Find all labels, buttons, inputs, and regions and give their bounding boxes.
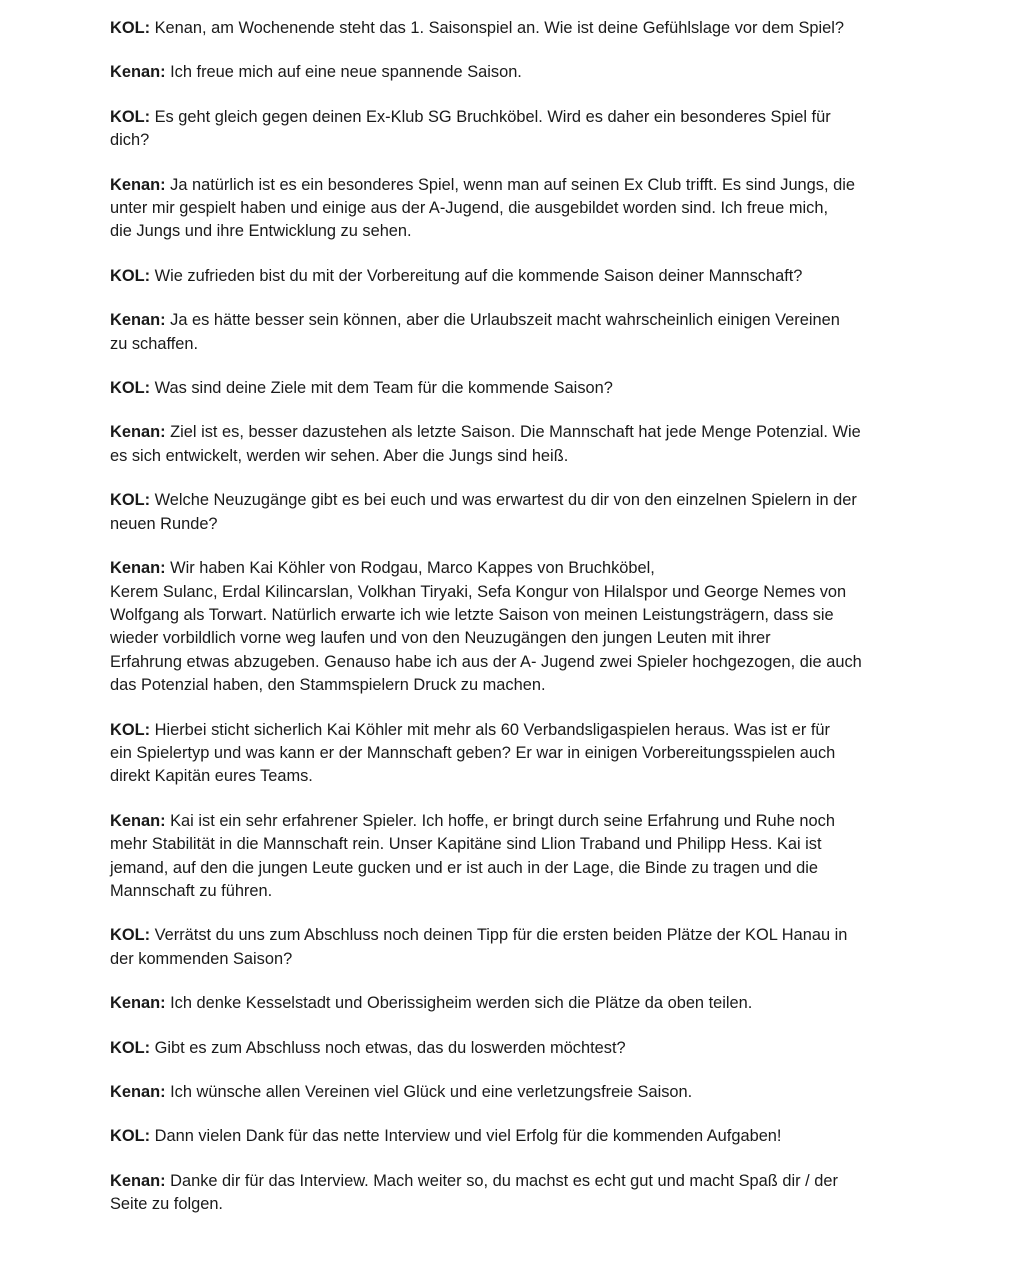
interview-paragraph-9 xyxy=(110,489,910,536)
speaker-label: KOL: xyxy=(110,491,151,510)
text-line xyxy=(110,1125,910,1148)
line-text: Kai ist ein sehr erfahrener Spieler. Ich hoffe, er bringt durch seine Erfahrung und Ruhe noch xyxy=(170,811,835,830)
line-text: Ja natürlich ist es ein besonderes Spiel, wenn man auf seinen Ex Club trifft. Es sind Jungs, die xyxy=(170,175,855,194)
interview-paragraph-5 xyxy=(110,265,910,288)
speaker-label: KOL: xyxy=(110,720,151,739)
text-line xyxy=(110,810,910,833)
line-text: Was sind deine Ziele mit dem Team für die kommende Saison? xyxy=(154,379,613,398)
interview-paragraph-4 xyxy=(110,174,910,244)
speaker-label: Kenan: xyxy=(110,63,166,82)
text-line: Erfahrung etwas abzugeben. Genauso habe ich aus der A- Jugend zwei Spieler hochgezogen, die auch xyxy=(110,652,862,671)
text-line: neuen Runde? xyxy=(110,514,218,533)
text-line xyxy=(110,1170,910,1193)
text-line xyxy=(110,377,910,400)
line-text: Welche Neuzugänge gibt es bei euch und was erwartest du dir von den einzelnen Spielern in der xyxy=(154,491,857,510)
line-text: Hierbei sticht sicherlich Kai Köhler mit mehr als 60 Verbandsligaspielen heraus. Was ist er für xyxy=(154,720,830,739)
text-line: ein Spielertyp und was kann er der Mannschaft geben? Er war in einigen Vorbereitungsspielen auch xyxy=(110,743,836,762)
text-line xyxy=(110,557,910,580)
line-text: Wie zufrieden bist du mit der Vorbereitung auf die kommende Saison deiner Mannschaft? xyxy=(154,266,803,285)
text-line: es sich entwickelt, werden wir sehen. Aber die Jungs sind heiß. xyxy=(110,446,569,465)
interview-paragraph-12 xyxy=(110,810,910,904)
text-line xyxy=(110,309,910,332)
line-text: Kenan, am Wochenende steht das 1. Saisonspiel an. Wie ist deine Gefühlslage vor dem Spiel? xyxy=(154,19,845,37)
line-text: Verrätst du uns zum Abschluss noch deinen Tipp für die ersten beiden Plätze der KOL Hanau in xyxy=(154,926,848,945)
text-line: wieder vorbildlich vorne weg laufen und von den Neuzugängen den jungen Leuten mit ihrer xyxy=(110,629,771,648)
interview-paragraph-11 xyxy=(110,719,910,789)
speaker-label: Kenan: xyxy=(110,175,166,194)
text-line: Mannschaft zu führen. xyxy=(110,881,273,900)
line-text: Es geht gleich gegen deinen Ex-Klub SG Bruchköbel. Wird es daher ein besonderes Spiel für xyxy=(154,107,831,126)
text-line: mehr Stabilität in die Mannschaft rein. Unser Kapitäne sind Llion Traband und Philipp Hess. Kai ist xyxy=(110,835,822,854)
text-line xyxy=(110,489,910,512)
text-line: Wolfgang als Torwart. Natürlich erwarte ich wie letzte Saison von meinen Leistungsträgern, dass sie xyxy=(110,605,834,624)
interview-paragraph-15 xyxy=(110,1037,910,1060)
interview-paragraph-13 xyxy=(110,924,910,971)
line-text: Gibt es zum Abschluss noch etwas, das du loswerden möchtest? xyxy=(154,1038,626,1057)
speaker-label: Kenan: xyxy=(110,311,166,330)
interview-paragraph-3 xyxy=(110,106,910,153)
interview-paragraph-16 xyxy=(110,1081,910,1104)
line-text: Dann vielen Dank für das nette Interview und viel Erfolg für die kommenden Aufgaben! xyxy=(154,1127,782,1146)
text-line xyxy=(110,924,910,947)
text-line: unter mir gespielt haben und einige aus der A-Jugend, die ausgebildet worden sind. Ich freue mich, xyxy=(110,199,828,218)
speaker-label: KOL: xyxy=(110,19,151,37)
text-line: Kerem Sulanc, Erdal Kilincarslan, Volkhan Tiryaki, Sefa Kongur von Hilalspor und George Nemes von xyxy=(110,582,847,601)
text-line xyxy=(110,421,910,444)
text-line: dich? xyxy=(110,131,150,150)
line-text: Wir haben Kai Köhler von Rodgau, Marco Kappes von Bruchköbel, xyxy=(170,559,655,578)
speaker-label: Kenan: xyxy=(110,559,166,578)
document-page xyxy=(110,17,910,1238)
text-line: der kommenden Saison? xyxy=(110,949,293,968)
speaker-label: KOL: xyxy=(110,379,151,398)
speaker-label: Kenan: xyxy=(110,811,166,830)
text-line: das Potenzial haben, den Stammspielern Druck zu machen. xyxy=(110,676,546,695)
line-text: Ziel ist es, besser dazustehen als letzte Saison. Die Mannschaft hat jede Menge Potenzial. Wie xyxy=(170,423,861,442)
interview-paragraph-6 xyxy=(110,309,910,356)
text-line xyxy=(110,992,910,1015)
text-line xyxy=(110,106,910,129)
text-line: direkt Kapitän eures Teams. xyxy=(110,767,313,786)
line-text: Ich denke Kesselstadt und Oberissigheim werden sich die Plätze da oben teilen. xyxy=(170,994,753,1013)
interview-paragraph-1 xyxy=(110,17,910,40)
speaker-label: Kenan: xyxy=(110,423,166,442)
line-text: Danke dir für das Interview. Mach weiter so, du machst es echt gut und macht Spaß dir / der xyxy=(170,1171,838,1190)
text-line xyxy=(110,1037,910,1060)
interview-paragraph-18 xyxy=(110,1170,910,1217)
speaker-label: KOL: xyxy=(110,926,151,945)
text-line xyxy=(110,61,910,84)
speaker-label: KOL: xyxy=(110,107,151,126)
speaker-label: Kenan: xyxy=(110,1171,166,1190)
interview-paragraph-17 xyxy=(110,1125,910,1148)
text-line xyxy=(110,1081,910,1104)
text-line xyxy=(110,17,910,40)
text-line xyxy=(110,174,910,197)
interview-paragraph-14 xyxy=(110,992,910,1015)
interview-paragraph-8 xyxy=(110,421,910,468)
text-line: die Jungs und ihre Entwicklung zu sehen. xyxy=(110,222,412,241)
line-text: Ich wünsche allen Vereinen viel Glück und eine verletzungsfreie Saison. xyxy=(170,1083,693,1101)
text-line: jemand, auf den die jungen Leute gucken und er ist auch in der Lage, die Binde zu tragen und die xyxy=(110,858,819,877)
interview-paragraph-2 xyxy=(110,61,910,84)
speaker-label: Kenan: xyxy=(110,1083,166,1101)
speaker-label: KOL: xyxy=(110,1038,151,1057)
line-text: Ich freue mich auf eine neue spannende Saison. xyxy=(170,63,522,82)
speaker-label: Kenan: xyxy=(110,994,166,1013)
interview-paragraph-7 xyxy=(110,377,910,400)
line-text: Ja es hätte besser sein können, aber die Urlaubszeit macht wahrscheinlich einigen Vereinen xyxy=(170,311,840,330)
speaker-label: KOL: xyxy=(110,266,151,285)
text-line xyxy=(110,265,910,288)
speaker-label: KOL: xyxy=(110,1127,151,1146)
text-line xyxy=(110,719,910,742)
text-line: Seite zu folgen. xyxy=(110,1195,223,1214)
text-line: zu schaffen. xyxy=(110,334,199,353)
interview-paragraph-10 xyxy=(110,557,910,697)
